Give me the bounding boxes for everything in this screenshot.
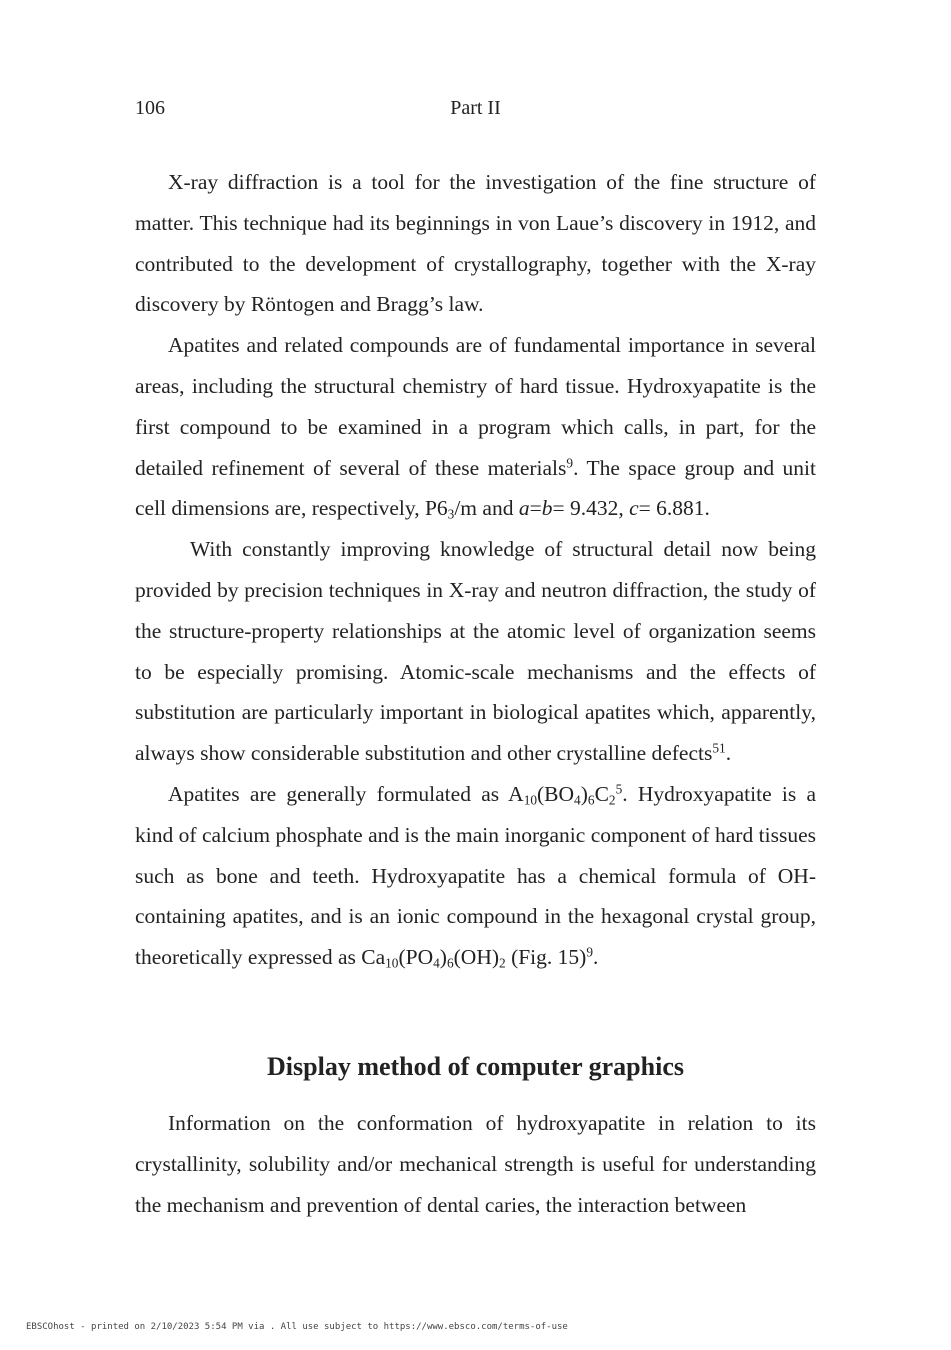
paragraph-text: (PO xyxy=(398,945,434,970)
section-heading: Display method of computer graphics xyxy=(267,1052,684,1081)
paragraph-text: = xyxy=(529,496,542,521)
variable-a: a xyxy=(518,496,530,521)
paragraph-text: = 9.432, xyxy=(552,496,630,521)
body-text-upper xyxy=(135,162,816,978)
paragraph-text: ) xyxy=(580,781,588,806)
paragraph-xray-diffraction: X-ray diffraction is a tool for the investigation of the fine structure of matter. This technique had its beginnings in von Laue’s discovery in 1912, and contributed to the development of crystallography, together with the X-ray discovery by Röntogen and Bragg’s law. xyxy=(135,170,816,317)
paragraph-text: . Hydroxyapatite is a kind of calcium phosphate and is the main inorganic component of hard tissues such as bone and teeth. Hydroxyapatite has a chemical formula of OH-containing apatites, and is an ionic compound in the hexagonal crystal group, theoretically expressed as Ca xyxy=(135,781,816,970)
variable-c: c xyxy=(629,496,639,521)
paragraph-text: . xyxy=(725,741,732,766)
running-head xyxy=(135,97,816,123)
paragraph-text: . xyxy=(592,945,599,970)
paragraph-apatites-related-compounds xyxy=(135,325,816,529)
paragraph-text: Apatites and related compounds are of fundamental importance in several areas, including the structural chemistry of hard tissue. Hydroxyapatite is the first compound to be examined in a program which calls, in part, for the detailed refinement of several of these materials xyxy=(135,333,816,480)
reference-superscript: 51 xyxy=(712,740,726,756)
paragraph-text: . The space group and unit cell dimensions are, respectively, P6 xyxy=(135,455,816,521)
subscript: 4 xyxy=(433,955,440,971)
reference-superscript: 5 xyxy=(615,781,623,797)
subscript: 6 xyxy=(446,955,454,971)
paragraph-text: /m and xyxy=(454,496,519,521)
paragraph-text: C xyxy=(594,781,609,806)
subscript: 4 xyxy=(574,792,581,808)
subscript: 3 xyxy=(447,506,455,522)
subscript: 2 xyxy=(608,792,616,808)
paragraph-conformation-information: Information on the conformation of hydroxyapatite in relation to its crystallinity, solubility and/or mechanical strength is useful for understanding the mechanism and prevention of dental caries, the interaction between xyxy=(135,1111,816,1217)
page-number: 106 xyxy=(135,97,165,119)
body-text-lower xyxy=(135,1103,816,1225)
paragraph-apatite-formula xyxy=(135,774,816,978)
paragraph-text: (Fig. 15) xyxy=(505,945,587,970)
running-title: Part II xyxy=(450,97,501,119)
variable-b: b xyxy=(541,496,553,521)
paragraph-text: ) xyxy=(439,945,447,970)
reference-superscript: 9 xyxy=(586,944,593,960)
subscript: 10 xyxy=(523,792,538,808)
paragraph-text: With constantly improving knowledge of structural detail now being provided by precision techniques in X-ray and neutron diffraction, the study of the structure-property relationships at the atomic level of organization seems to be especially promising. Atomic-scale mechanisms and the effects of substitution are particularly important in biological apatites which, apparently, always show considerable substitution and other crystalline defects xyxy=(135,537,816,766)
paragraph-text: (OH) xyxy=(453,945,500,970)
subscript: 6 xyxy=(587,792,595,808)
paragraph-text: Apatites are generally formulated as A xyxy=(168,781,524,806)
paragraph-structural-detail xyxy=(135,529,816,774)
subscript: 2 xyxy=(499,955,506,971)
reference-superscript: 9 xyxy=(566,455,574,471)
paragraph-text: (BO xyxy=(537,781,575,806)
print-footer: EBSCOhost - printed on 2/10/2023 5:54 PM via . All use subject to https://www.ebsco.com/terms-of-use xyxy=(26,1322,568,1332)
paragraph-text: = 6.881. xyxy=(638,496,710,521)
subscript: 10 xyxy=(385,955,399,971)
